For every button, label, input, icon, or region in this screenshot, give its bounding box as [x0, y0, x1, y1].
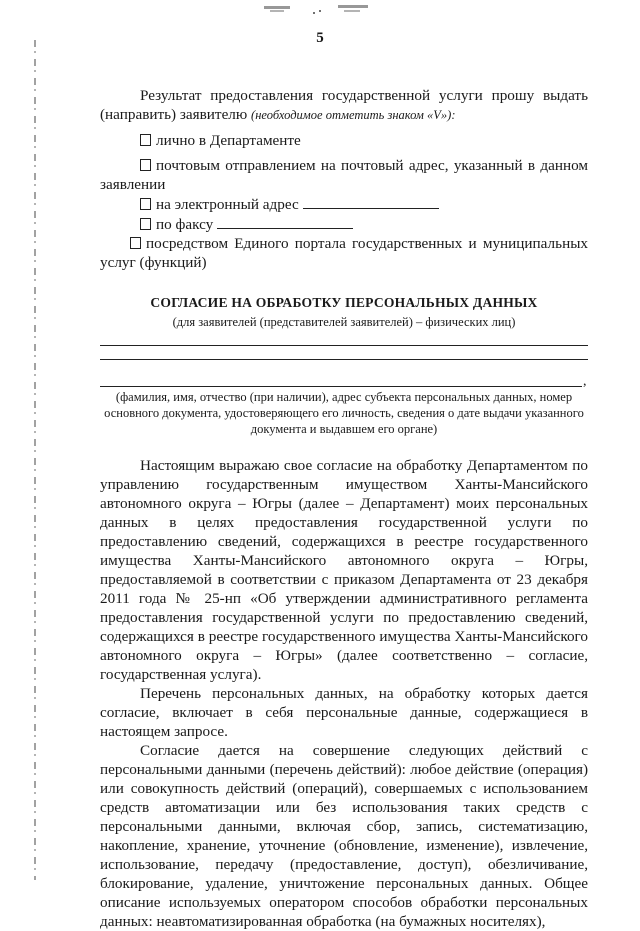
scan-edge-artifact	[34, 40, 36, 880]
option-in-person	[100, 131, 588, 150]
option-via-portal	[100, 234, 588, 272]
consent-body	[100, 456, 588, 931]
personal-data-line-3-row	[100, 373, 588, 387]
line-comma: ,	[583, 374, 587, 389]
consent-title: СОГЛАСИЕ НА ОБРАБОТКУ ПЕРСОНАЛЬНЫХ ДАННЫХ	[150, 295, 538, 310]
option-in-person-label: лично в Департаменте	[156, 132, 301, 149]
result-request-text: Результат предоставления государственной услуги прошу выдать (направить) заявителю	[100, 87, 588, 123]
option-by-email-label: на электронный адрес	[156, 196, 299, 213]
checkbox-icon[interactable]	[140, 159, 151, 171]
consent-paragraph-2: Перечень персональных данных, на обработку которых дается согласие, включает в себя персональные данные, содержащиеся в настоящем запросе.	[100, 685, 588, 740]
option-by-email	[100, 194, 588, 214]
email-blank-line[interactable]	[303, 194, 439, 209]
result-request-note: (необходимое отметить знаком «V»):	[251, 108, 456, 122]
personal-data-line-2[interactable]	[100, 359, 588, 360]
checkbox-icon[interactable]	[130, 237, 141, 249]
option-by-mail	[100, 156, 588, 194]
option-by-fax	[100, 214, 588, 234]
checkbox-icon[interactable]	[140, 218, 151, 230]
consent-paragraph-3: Согласие дается на совершение следующих действий с персональными данными (перечень действий): любое действие (операция) или совокупность действий (операций), совершаемых с использованием средств автоматизации или без использования таких средств с персональными данными, включая сбор, запись, систематизацию, накопление, хранение, уточнение (обновление, изменение), извлечение, использование, передачу (предоставление, доступ), обезличивание, блокирование, удаление, уничтожение персональных данных. Общее описание используемых оператором способов обработки персональных данных: неавтоматизированная обработка (на бумажных носителях),	[100, 742, 588, 930]
checkbox-icon[interactable]	[140, 198, 151, 210]
option-by-mail-label: почтовым отправлением на почтовый адрес, указанный в данном заявлении	[100, 157, 588, 193]
fax-blank-line[interactable]	[217, 214, 353, 229]
option-via-portal-label: посредством Единого портала государственных и муниципальных услуг (функций)	[100, 235, 588, 271]
page-number: 5	[316, 30, 324, 46]
checkbox-icon[interactable]	[140, 134, 151, 146]
consent-paragraph-1: Настоящим выражаю свое согласие на обработку Департаментом по управлению государственным имуществом Ханты-Мансийского автономного округа – Югры (далее – Департамент) моих персональных данных в целях предоставления государственной услуги по предоставлению сведений, содержащихся в реестре государственного имущества Ханты-Мансийского автономного округа – Югры, предоставляемой в соответствии с приказом Департамента от 23 декабря 2011 года № 25-нп «Об утверждении административного регламента предоставления государственной услуги по предоставлению сведений, содержащихся в реестре государственного имущества Ханты-Мансийского автономного округа – Югры» (далее соответственно – согласие, государственная услуга).	[100, 457, 588, 683]
scan-noise-marks	[262, 2, 372, 16]
document-body	[100, 86, 588, 931]
personal-data-line-3[interactable]	[100, 386, 582, 387]
option-by-fax-label: по факсу	[156, 216, 214, 233]
consent-subtitle: (для заявителей (представителей заявителей) – физических лиц)	[172, 315, 516, 329]
personal-data-line-1[interactable]	[100, 345, 588, 346]
personal-data-caption: (фамилия, имя, отчество (при наличии), адрес субъекта персональных данных, номер основного документа, удостоверяющего его личность, сведения о дате выдачи указанного документа и выдавшем его органе)	[104, 390, 584, 436]
result-request-paragraph	[100, 86, 588, 125]
